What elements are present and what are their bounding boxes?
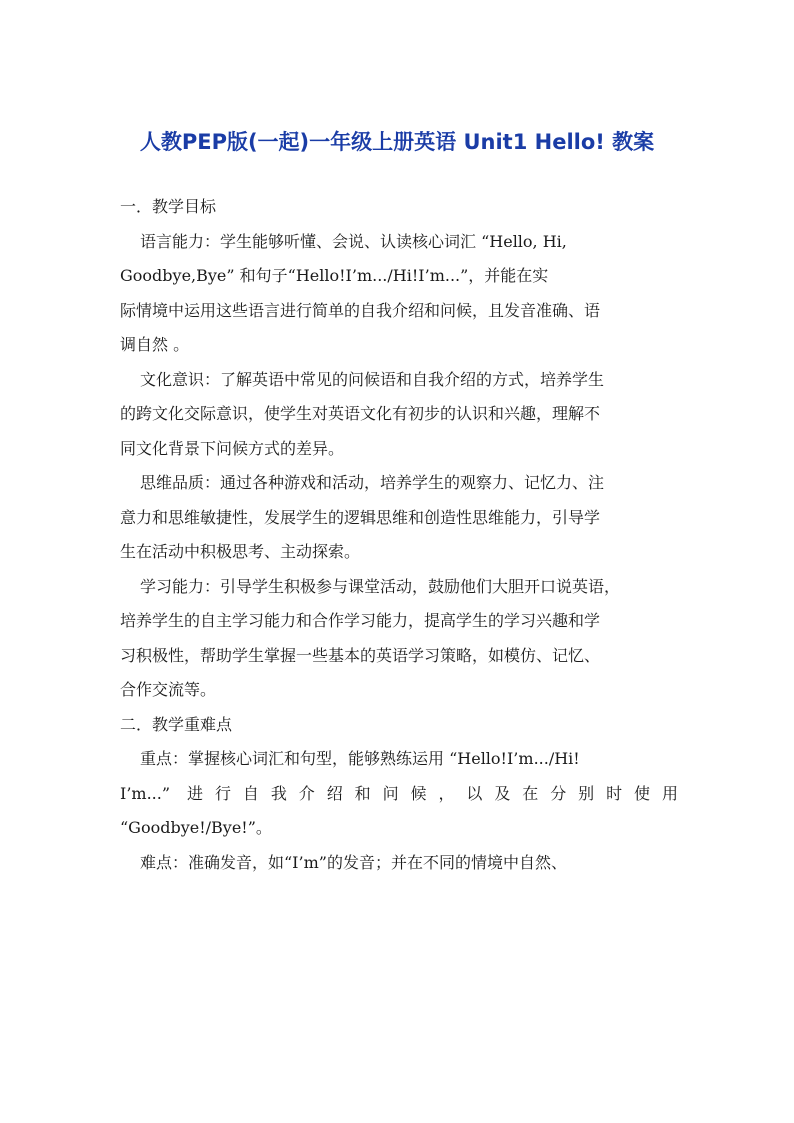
section-heading-key-points: 二．教学重难点	[120, 714, 233, 734]
paragraph-line: 习积极性，帮助学生掌握一些基本的英语学习策略，如模仿、记忆、	[120, 645, 601, 665]
paragraph-line: 文化意识：了解英语中常见的问候语和自我介绍的方式，培养学生	[140, 369, 605, 389]
paragraph-line: 的跨文化交际意识，使学生对英语文化有初步的认识和兴趣，理解不	[120, 404, 601, 423]
paragraph-line: 合作交流等。	[120, 680, 217, 699]
document-body	[120, 190, 678, 880]
paragraph-line: I’m...” 进行自我介绍和问候，以及在分别时使用	[120, 783, 678, 803]
paragraph-line: 生在活动中积极思考、主动探索。	[120, 542, 361, 561]
paragraph-line: 培养学生的自主学习能力和合作学习能力，提高学生的学习兴趣和学	[120, 611, 601, 630]
section-heading-objectives: 一．教学目标	[120, 197, 217, 216]
document-title: 人教PEP版(一起)一年级上册英语 Unit1 Hello! 教案	[139, 130, 655, 154]
paragraph-line: 学习能力：引导学生积极参与课堂活动，鼓励他们大胆开口说英语，	[140, 576, 621, 596]
paragraph-line: 重点：掌握核心词汇和句型，能够熟练运用 “Hello!I’m.../Hi!	[140, 749, 580, 768]
paragraph-line: 语言能力：学生能够听懂、会说、认读核心词汇 “Hello, Hi,	[140, 231, 567, 251]
paragraph-line: “Goodbye!/Bye!”。	[120, 818, 272, 837]
paragraph-line: 意力和思维敏捷性，发展学生的逻辑思维和创造性思维能力，引导学	[120, 507, 601, 527]
paragraph-line: 调自然 。	[120, 335, 190, 354]
paragraph-line: 思维品质：通过各种游戏和活动，培养学生的观察力、记忆力、注	[140, 473, 605, 492]
paragraph-line: 难点：准确发音，如“I’m”的发音；并在不同的情境中自然、	[140, 852, 567, 872]
paragraph-line: 际情境中运用这些语言进行简单的自我介绍和问候，且发音准确、语	[120, 300, 601, 320]
paragraph-line: Goodbye,Bye” 和句子“Hello!I’m.../Hi!I’m...”，并能在实	[120, 266, 549, 285]
paragraph-line: 同文化背景下问候方式的差异。	[120, 438, 345, 458]
